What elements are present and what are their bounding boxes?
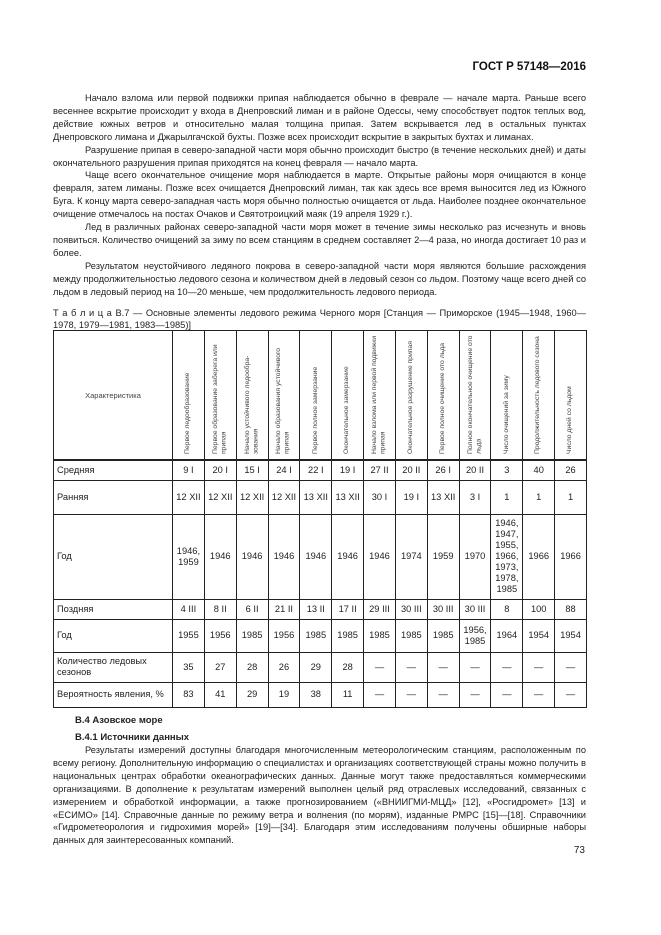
table-cell: 1946, 1947, 1955, 1966, 1973, 1978, 1985 [491, 514, 523, 599]
column-header-label: Первое ледообразование [184, 372, 192, 454]
table-column-header [204, 331, 236, 461]
table-cell: — [523, 652, 555, 682]
table-cell: 1946 [300, 514, 332, 599]
table-cell: — [395, 652, 427, 682]
table-cell: 1946 [236, 514, 268, 599]
table-column-header [173, 331, 205, 461]
ice-regime-table [53, 330, 587, 708]
table-cell: 1985 [427, 619, 459, 652]
paragraph: Результаты измерений доступны благодаря многочисленным метеорологическим станциям, расположенным по всему региону. Дополнительную информацию о специалистах и организациях соответствующей страны можно получить в национальных центрах обработки океанографических данных. Данные могут также предоставляться коммерческими организациями. В дополнение к результатам измерений выполнен целый ряд отраслевых исследований, связанных с измерением и обработкой информации, а также прогнозированием («ВНИИГМИ-МЦД» [12], «Росгидромет» [13] и «ЕСИМО» [14]. Справочные данные по режиму ветра и волнения (по морям), изданные РМРС [15]—[18]. Справочники «Гидрометеорология и гидрохимия морей» [19]—[34]. Благодаря этим исследованиям получены обширные наборы данных для заинтересованных компаний. [53, 745, 586, 846]
table-cell: — [427, 652, 459, 682]
column-header-label: Число очищений за зиму [502, 375, 510, 454]
table-cell: 29 [236, 682, 268, 707]
table-cell: 30 I [364, 480, 396, 514]
table-cell: 8 [491, 599, 523, 619]
table-cell: 17 II [332, 599, 364, 619]
table-column-header [268, 331, 300, 461]
subsection-heading: В.4.1 Источники данных [75, 732, 190, 743]
table-cell: 1956, 1985 [459, 619, 491, 652]
table-column-header [364, 331, 396, 461]
table-cell: 26 I [427, 460, 459, 480]
column-header-label: Первое полное замерзание [311, 366, 319, 454]
table-cell: 83 [173, 682, 205, 707]
table-cell: 1964 [491, 619, 523, 652]
paragraph: Результатом неустойчивого ледяного покрова в северо-западной части моря являются большие расхождения между продолжительностью ледового сезона и количеством дней в ледовый сезон со льдом. Поэтому чаще всего дней со льдом в ледовый период на 10—20 меньше, чем продолжительность ледового периода. [53, 260, 586, 297]
table-cell: 29 III [364, 599, 396, 619]
table-cell: 19 [268, 682, 300, 707]
column-header-label: Продолжительность ледового сезона [534, 336, 542, 454]
table-row [54, 460, 587, 480]
table-cell: 28 [332, 652, 364, 682]
table-cell: 1946 [204, 514, 236, 599]
table-header-characteristic: Характеристика [54, 331, 173, 461]
table-cell: 1946 [268, 514, 300, 599]
table-column-header [459, 331, 491, 461]
table-cell: 12 XII [236, 480, 268, 514]
table-cell: — [491, 652, 523, 682]
table-cell: 12 XII [204, 480, 236, 514]
table-cell: 21 II [268, 599, 300, 619]
table-cell: 40 [523, 460, 555, 480]
table-cell: 3 [491, 460, 523, 480]
table-column-header [395, 331, 427, 461]
table-cell: 38 [300, 682, 332, 707]
table-cell: 20 II [459, 460, 491, 480]
table-cell: 26 [555, 460, 587, 480]
table-row [54, 682, 587, 707]
table-cell: 1985 [236, 619, 268, 652]
table-cell: 26 [268, 652, 300, 682]
table-cell: 29 [300, 652, 332, 682]
row-label: Вероятность явления, % [54, 682, 173, 707]
table-column-header [300, 331, 332, 461]
table-cell: 1970 [459, 514, 491, 599]
document-header: ГОСТ Р 57148—2016 [472, 61, 586, 73]
table-column-header [332, 331, 364, 461]
table-cell: 8 II [204, 599, 236, 619]
page-number: 73 [573, 845, 585, 856]
table-cell: 27 [204, 652, 236, 682]
table-cell: 4 III [173, 599, 205, 619]
table-row [54, 599, 587, 619]
table-cell: 1966 [523, 514, 555, 599]
table-column-header [427, 331, 459, 461]
table-cell: 19 I [332, 460, 364, 480]
column-header-label: Первое образование заберега или припая [211, 344, 228, 454]
table-cell: 15 I [236, 460, 268, 480]
table-cell: 9 I [173, 460, 205, 480]
table-cell: 1956 [204, 619, 236, 652]
table-cell: 1974 [395, 514, 427, 599]
table-cell: 6 II [236, 599, 268, 619]
table-cell: 1955 [173, 619, 205, 652]
row-label: Количество ледовых сезонов [54, 652, 173, 682]
table-cell: 100 [523, 599, 555, 619]
column-header-label: Полное окончательное очищение ото льда [466, 335, 483, 454]
table-cell: — [523, 682, 555, 707]
table-row [54, 652, 587, 682]
table-cell: 30 III [427, 599, 459, 619]
column-header-label: Начало образования устойчивого припая [275, 347, 291, 454]
table-cell: — [555, 652, 587, 682]
table-cell: — [555, 682, 587, 707]
table-cell: 11 [332, 682, 364, 707]
table-cell: 1946 [332, 514, 364, 599]
paragraph: Лед в различных районах северо-западной части моря может в течение зимы несколько раз исчезнуть и вновь появиться. Количество очищений за зиму по всем станциям в среднем составляет 2—4 раза, но иногда достигает 10 раз и более. [53, 222, 586, 258]
table-cell: — [459, 652, 491, 682]
table-cell: 1966 [555, 514, 587, 599]
table-cell: 88 [555, 599, 587, 619]
table-cell: 3 I [459, 480, 491, 514]
section-body [53, 744, 586, 847]
body-text [53, 92, 586, 332]
table-cell: — [459, 682, 491, 707]
section-heading: В.4 Азовское море [75, 715, 163, 726]
table-cell: — [364, 682, 396, 707]
table-cell: 13 XII [332, 480, 364, 514]
paragraph: Разрушение припая в северо-западной части моря обычно происходит быстро (в течение нескольких дней) и даты окончательного разрушения припая приходятся на конец февраля — начало марта. [53, 144, 586, 168]
row-label: Поздняя [54, 599, 173, 619]
row-label: Ранняя [54, 480, 173, 514]
table-row [54, 514, 587, 599]
table-cell: 1959 [427, 514, 459, 599]
column-header-label: Начало устойчивого ледообра-зования [243, 355, 260, 454]
table-cell: 1985 [300, 619, 332, 652]
table-cell: 1985 [364, 619, 396, 652]
table-cell: 30 III [395, 599, 427, 619]
table-cell: 1946 [364, 514, 396, 599]
table-cell: 1985 [332, 619, 364, 652]
table-cell: 13 XII [427, 480, 459, 514]
table-cell: 1954 [555, 619, 587, 652]
table-row [54, 619, 587, 652]
table-cell: — [395, 682, 427, 707]
table-cell: 12 XII [268, 480, 300, 514]
table-cell: 24 I [268, 460, 300, 480]
table-cell: 13 XII [300, 480, 332, 514]
table-cell: 22 I [300, 460, 332, 480]
table-caption: Т а б л и ц а В.7 — Основные элементы ледового режима Черного моря [Станция — Приморское (1945—1948, 1960—1978, 1979—1981, 1983—1985)] [53, 307, 586, 331]
table-cell: 1946, 1959 [173, 514, 205, 599]
table-column-header [236, 331, 268, 461]
table-column-header [523, 331, 555, 461]
table-column-header [555, 331, 587, 461]
column-header-label: Число дней со льдом [566, 386, 574, 454]
table-cell: — [491, 682, 523, 707]
table-cell: 35 [173, 652, 205, 682]
table-cell: 1956 [268, 619, 300, 652]
row-label: Год [54, 514, 173, 599]
row-label: Год [54, 619, 173, 652]
table-cell: 1 [555, 480, 587, 514]
table-cell: 1 [523, 480, 555, 514]
paragraph: Начало взлома или первой подвижки припая наблюдается обычно в феврале — начале марта. Раньше всего весеннее вскрытие происходит у входа в Днепровский лиман и в районе Одессы, чему способствует подток теплых вод, действие южных ветров и относительно малая толщина припая. Затем вскрывается лед в остальных пунктах Днепровского лимана и Джарылгачской бухты. Позже всех происходит вскрытие в закрытых бухтах и лиманах. [53, 93, 586, 142]
table-cell: — [364, 652, 396, 682]
table-cell: 28 [236, 652, 268, 682]
table-row [54, 480, 587, 514]
table-cell: 1985 [395, 619, 427, 652]
column-header-label: Окончательное замерзание [343, 366, 351, 454]
table-column-header [491, 331, 523, 461]
table-cell: 30 III [459, 599, 491, 619]
table-cell: 20 II [395, 460, 427, 480]
column-header-label: Окончательное разрушение припая [407, 341, 415, 454]
table-cell: — [427, 682, 459, 707]
table-cell: 27 II [364, 460, 396, 480]
row-label: Средняя [54, 460, 173, 480]
table-cell: 19 I [395, 480, 427, 514]
column-header-label: Первое полное очищение ото льда [438, 343, 446, 454]
column-header-label: Начало взлома или первой подвижки припая [370, 336, 387, 454]
table-cell: 13 II [300, 599, 332, 619]
table-cell: 1 [491, 480, 523, 514]
table-cell: 41 [204, 682, 236, 707]
table-cell: 20 I [204, 460, 236, 480]
paragraph: Чаще всего окончательное очищение моря наблюдается в марте. Открытые районы моря очищаются в конце февраля, затем лиманы. Позже всех очищается Днепровский лиман, так как здесь все время выносится лед из Южного Буга. К концу марта северо-западная часть моря обычно полностью очищается от льда. Наиболее позднее окончательное очищение отмечалось на постах Очаков и Святотроицкий маяк (19 апреля 1929 г.). [53, 170, 586, 220]
table-cell: 12 XII [173, 480, 205, 514]
table-cell: 1954 [523, 619, 555, 652]
